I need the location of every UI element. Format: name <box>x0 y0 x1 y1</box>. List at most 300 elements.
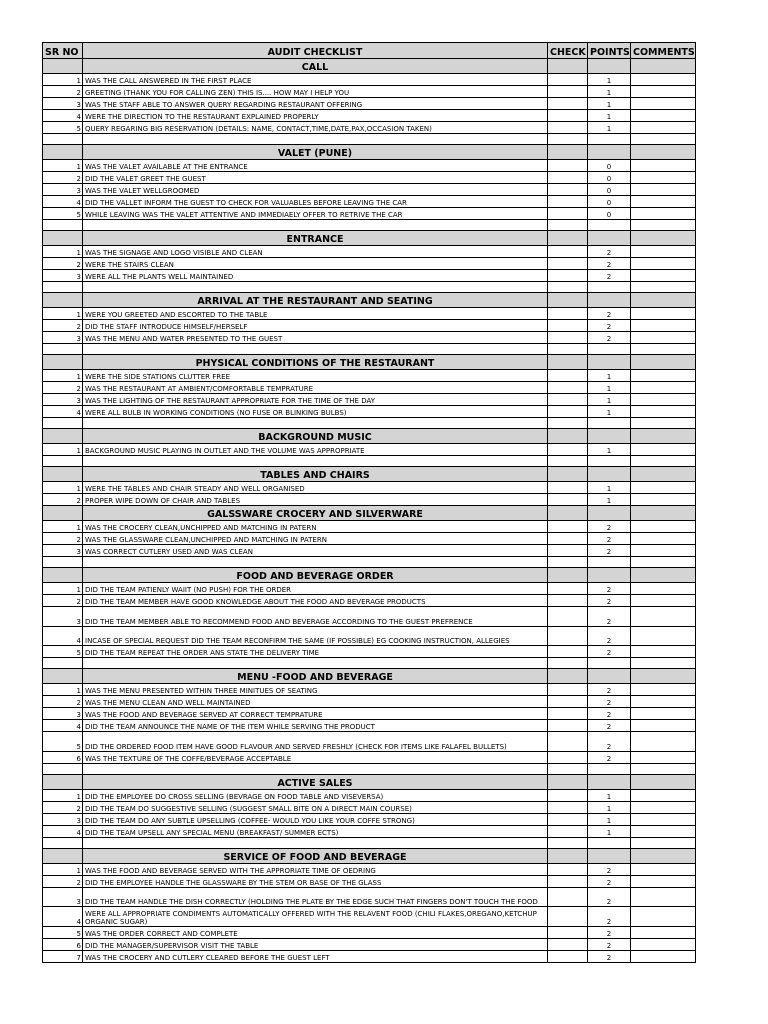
spacer-cell <box>43 418 83 429</box>
section-points-cell <box>588 568 631 583</box>
item-question: WERE THE DIRECTION TO THE RESTAURANT EXPLAINED PROPERLY <box>83 110 548 122</box>
header-sr-no: SR NO <box>43 43 83 59</box>
item-check-cell[interactable] <box>548 258 588 270</box>
item-check-cell[interactable] <box>548 494 588 506</box>
item-check-cell[interactable] <box>548 907 588 927</box>
checklist-row <box>43 789 696 801</box>
item-comments-cell[interactable] <box>631 370 696 382</box>
spacer-cell <box>588 282 631 293</box>
item-comments-cell[interactable] <box>631 110 696 122</box>
item-comments-cell[interactable] <box>631 545 696 557</box>
section-header-row <box>43 429 696 444</box>
header-comments: COMMENTS <box>631 43 696 59</box>
item-number: 3 <box>43 708 83 720</box>
spacer-row <box>43 456 696 467</box>
section-sr-cell <box>43 293 83 308</box>
item-comments-cell[interactable] <box>631 533 696 545</box>
item-points: 2 <box>588 950 631 962</box>
checklist-row <box>43 184 696 196</box>
item-check-cell[interactable] <box>548 320 588 332</box>
item-question: WAS THE CROCERY AND CUTLERY CLEARED BEFORE THE GUEST LEFT <box>83 950 548 962</box>
item-question: INCASE OF SPECIAL REQUEST DID THE TEAM RECONFIRM THE SAME (IF POSSIBLE) EG COOKING INSTRUCTION, ALLEGIES <box>83 626 548 646</box>
item-number: 1 <box>43 370 83 382</box>
section-sr-cell <box>43 568 83 583</box>
item-check-cell[interactable] <box>548 308 588 320</box>
item-points: 1 <box>588 789 631 801</box>
spacer-cell <box>43 763 83 774</box>
checklist-row <box>43 732 696 752</box>
item-number: 4 <box>43 626 83 646</box>
item-check-cell[interactable] <box>548 444 588 456</box>
item-points: 1 <box>588 382 631 394</box>
spacer-cell <box>631 658 696 669</box>
item-number: 3 <box>43 270 83 282</box>
item-check-cell[interactable] <box>548 545 588 557</box>
spacer-cell <box>83 658 548 669</box>
item-question: DID THE TEAM UPSELL ANY SPECIAL MENU (BREAKFAST/ SUMMER ECTS) <box>83 825 548 837</box>
section-header-row <box>43 669 696 684</box>
item-number: 1 <box>43 246 83 258</box>
item-question: WAS THE FOOD AND BEVERAGE SERVED AT CORRECT TEMPRATURE <box>83 708 548 720</box>
item-question: DID THE STAFF INTRODUCE HIMSELF/HERSELF <box>83 320 548 332</box>
item-comments-cell[interactable] <box>631 406 696 418</box>
item-number: 4 <box>43 110 83 122</box>
item-points: 0 <box>588 208 631 220</box>
section-title: BACKGROUND MUSIC <box>83 429 548 444</box>
item-points: 1 <box>588 394 631 406</box>
item-check-cell[interactable] <box>548 482 588 494</box>
item-check-cell[interactable] <box>548 86 588 98</box>
checklist-row <box>43 122 696 134</box>
item-number: 4 <box>43 907 83 927</box>
item-points: 2 <box>588 907 631 927</box>
item-points: 2 <box>588 646 631 658</box>
checklist-row <box>43 926 696 938</box>
item-comments-cell[interactable] <box>631 825 696 837</box>
spacer-row <box>43 763 696 774</box>
section-comments-cell <box>631 774 696 789</box>
item-question: DID THE VALET GREET THE GUEST <box>83 172 548 184</box>
item-check-cell[interactable] <box>548 533 588 545</box>
item-points: 2 <box>588 732 631 752</box>
section-sr-cell <box>43 429 83 444</box>
item-points: 2 <box>588 626 631 646</box>
spacer-cell <box>548 418 588 429</box>
item-check-cell[interactable] <box>548 184 588 196</box>
section-sr-cell <box>43 355 83 370</box>
item-check-cell[interactable] <box>548 696 588 708</box>
item-check-cell[interactable] <box>548 160 588 172</box>
checklist-row <box>43 938 696 950</box>
section-check-cell <box>548 355 588 370</box>
item-comments-cell[interactable] <box>631 122 696 134</box>
spacer-cell <box>631 344 696 355</box>
item-check-cell[interactable] <box>548 950 588 962</box>
section-comments-cell <box>631 59 696 74</box>
item-question: WAS THE SIGNAGE AND LOGO VISIBLE AND CLEAN <box>83 246 548 258</box>
item-comments-cell[interactable] <box>631 521 696 533</box>
spacer-cell <box>43 456 83 467</box>
item-number: 5 <box>43 122 83 134</box>
item-comments-cell[interactable] <box>631 160 696 172</box>
item-check-cell[interactable] <box>548 196 588 208</box>
item-question: WAS THE CALL ANSWERED IN THE FIRST PLACE <box>83 74 548 86</box>
item-comments-cell[interactable] <box>631 258 696 270</box>
item-number: 1 <box>43 160 83 172</box>
spacer-cell <box>548 134 588 145</box>
item-check-cell[interactable] <box>548 863 588 875</box>
item-comments-cell[interactable] <box>631 813 696 825</box>
spacer-row <box>43 344 696 355</box>
item-points: 2 <box>588 863 631 875</box>
spacer-cell <box>83 282 548 293</box>
checklist-row <box>43 595 696 607</box>
checklist-row <box>43 863 696 875</box>
checklist-row <box>43 720 696 732</box>
item-number: 1 <box>43 444 83 456</box>
section-sr-cell <box>43 59 83 74</box>
item-question: DID THE ORDERED FOOD ITEM HAVE GOOD FLAVOUR AND SERVED FRESHLY (CHECK FOR ITEMS LIKE FALAFEL BULLETS) <box>83 732 548 752</box>
item-question: WAS THE RESTAURANT AT AMBIENT/COMFORTABLE TEMPRATURE <box>83 382 548 394</box>
item-number: 2 <box>43 258 83 270</box>
item-points: 1 <box>588 801 631 813</box>
item-number: 5 <box>43 208 83 220</box>
section-header-row <box>43 293 696 308</box>
spacer-cell <box>83 134 548 145</box>
spacer-cell <box>43 282 83 293</box>
section-title: FOOD AND BEVERAGE ORDER <box>83 568 548 583</box>
section-comments-cell <box>631 429 696 444</box>
item-check-cell[interactable] <box>548 938 588 950</box>
section-sr-cell <box>43 231 83 246</box>
item-comments-cell[interactable] <box>631 708 696 720</box>
spacer-cell <box>631 418 696 429</box>
item-question: WAS THE FOOD AND BEVERAGE SERVED WITH THE APPRORIATE TIME OF OEDRING <box>83 863 548 875</box>
spacer-row <box>43 134 696 145</box>
section-sr-cell <box>43 145 83 160</box>
item-comments-cell[interactable] <box>631 246 696 258</box>
spacer-cell <box>588 456 631 467</box>
spacer-cell <box>83 763 548 774</box>
item-points: 2 <box>588 246 631 258</box>
section-check-cell <box>548 774 588 789</box>
item-comments-cell[interactable] <box>631 444 696 456</box>
item-number: 6 <box>43 938 83 950</box>
item-question: BACKGROUND MUSIC PLAYING IN OUTLET AND THE VOLUME WAS APPROPRIATE <box>83 444 548 456</box>
item-comments-cell[interactable] <box>631 646 696 658</box>
spacer-cell <box>588 418 631 429</box>
section-check-cell <box>548 568 588 583</box>
spacer-cell <box>43 837 83 848</box>
item-points: 2 <box>588 258 631 270</box>
audit-checklist-sheet <box>42 42 695 963</box>
section-header-row <box>43 774 696 789</box>
item-check-cell[interactable] <box>548 332 588 344</box>
item-question: DID THE TEAM PATIENLY WAIIT (NO PUSH) FOR THE ORDER <box>83 583 548 595</box>
section-title: SERVICE OF FOOD AND BEVERAGE <box>83 848 548 863</box>
item-check-cell[interactable] <box>548 825 588 837</box>
item-question: WAS CORRECT CUTLERY USED AND WAS CLEAN <box>83 545 548 557</box>
item-check-cell[interactable] <box>548 394 588 406</box>
section-title: ACTIVE SALES <box>83 774 548 789</box>
checklist-row <box>43 646 696 658</box>
section-points-cell <box>588 506 631 521</box>
item-question: WAS THE VALET AVAILABLE AT THE ENTRANCE <box>83 160 548 172</box>
item-comments-cell[interactable] <box>631 394 696 406</box>
item-number: 2 <box>43 696 83 708</box>
item-comments-cell[interactable] <box>631 789 696 801</box>
item-comments-cell[interactable] <box>631 938 696 950</box>
item-check-cell[interactable] <box>548 751 588 763</box>
item-check-cell[interactable] <box>548 74 588 86</box>
checklist-row <box>43 406 696 418</box>
item-number: 3 <box>43 184 83 196</box>
section-points-cell <box>588 293 631 308</box>
item-question: WHILE LEAVING WAS THE VALET ATTENTIVE AND IMMEDIAELY OFFER TO RETRIVE THE CAR <box>83 208 548 220</box>
item-comments-cell[interactable] <box>631 382 696 394</box>
checklist-row <box>43 308 696 320</box>
item-check-cell[interactable] <box>548 382 588 394</box>
section-header-row <box>43 848 696 863</box>
item-question: PROPER WIPE DOWN OF CHAIR AND TABLES <box>83 494 548 506</box>
checklist-row <box>43 813 696 825</box>
checklist-row <box>43 626 696 646</box>
item-check-cell[interactable] <box>548 626 588 646</box>
item-points: 1 <box>588 98 631 110</box>
item-question: DID THE MANAGER/SUPERVISOR VISIT THE TABLE <box>83 938 548 950</box>
section-title: ENTRANCE <box>83 231 548 246</box>
item-comments-cell[interactable] <box>631 684 696 696</box>
item-check-cell[interactable] <box>548 110 588 122</box>
item-number: 4 <box>43 406 83 418</box>
item-comments-cell[interactable] <box>631 875 696 887</box>
spacer-cell <box>631 134 696 145</box>
checklist-row <box>43 825 696 837</box>
item-points: 2 <box>588 521 631 533</box>
item-check-cell[interactable] <box>548 732 588 752</box>
section-check-cell <box>548 145 588 160</box>
item-number: 1 <box>43 863 83 875</box>
item-comments-cell[interactable] <box>631 801 696 813</box>
section-comments-cell <box>631 669 696 684</box>
checklist-row <box>43 320 696 332</box>
item-check-cell[interactable] <box>548 583 588 595</box>
spacer-cell <box>43 344 83 355</box>
item-question: DID THE TEAM DO SUGGESTIVE SELLING (SUGGEST SMALL BITE ON A DIRECT MAIN COURSE) <box>83 801 548 813</box>
section-header-row <box>43 568 696 583</box>
section-points-cell <box>588 355 631 370</box>
checklist-row <box>43 246 696 258</box>
section-points-cell <box>588 429 631 444</box>
item-question: DID THE TEAM ANNOUNCE THE NAME OF THE ITEM WHILE SERVING THE PRODUCT <box>83 720 548 732</box>
item-number: 2 <box>43 86 83 98</box>
checklist-row <box>43 607 696 627</box>
item-comments-cell[interactable] <box>631 98 696 110</box>
item-question: DID THE TEAM MEMBER ABLE TO RECOMMEND FOOD AND BEVERAGE ACCORDING TO THE GUEST PREFRENCE <box>83 607 548 627</box>
item-question: WAS THE GLASSWARE CLEAN,UNCHIPPED AND MATCHING IN PATERN <box>83 533 548 545</box>
item-question: QUERY REGARING BIG RESERVATION (DETAILS: NAME, CONTACT,TIME,DATE,PAX,OCCASION TAKEN) <box>83 122 548 134</box>
item-check-cell[interactable] <box>548 521 588 533</box>
item-points: 1 <box>588 86 631 98</box>
item-comments-cell[interactable] <box>631 626 696 646</box>
item-points: 2 <box>588 751 631 763</box>
item-number: 4 <box>43 825 83 837</box>
item-question: WERE THE TABLES AND CHAIR STEADY AND WELL ORGANISED <box>83 482 548 494</box>
item-points: 2 <box>588 308 631 320</box>
spacer-cell <box>588 557 631 568</box>
item-comments-cell[interactable] <box>631 732 696 752</box>
item-comments-cell[interactable] <box>631 907 696 927</box>
spacer-cell <box>83 456 548 467</box>
item-check-cell[interactable] <box>548 607 588 627</box>
spacer-row <box>43 220 696 231</box>
item-points: 0 <box>588 184 631 196</box>
section-points-cell <box>588 774 631 789</box>
item-check-cell[interactable] <box>548 708 588 720</box>
section-comments-cell <box>631 355 696 370</box>
item-question: WAS THE MENU PRESENTED WITHIN THREE MINITUES OF SEATING <box>83 684 548 696</box>
item-comments-cell[interactable] <box>631 720 696 732</box>
item-comments-cell[interactable] <box>631 950 696 962</box>
item-number: 3 <box>43 545 83 557</box>
section-check-cell <box>548 429 588 444</box>
spacer-cell <box>548 557 588 568</box>
item-check-cell[interactable] <box>548 646 588 658</box>
audit-checklist-table <box>42 42 696 963</box>
checklist-row <box>43 110 696 122</box>
item-comments-cell[interactable] <box>631 270 696 282</box>
item-comments-cell[interactable] <box>631 74 696 86</box>
item-points: 2 <box>588 696 631 708</box>
item-comments-cell[interactable] <box>631 184 696 196</box>
section-check-cell <box>548 506 588 521</box>
section-title: MENU -FOOD AND BEVERAGE <box>83 669 548 684</box>
section-comments-cell <box>631 568 696 583</box>
item-comments-cell[interactable] <box>631 320 696 332</box>
item-check-cell[interactable] <box>548 720 588 732</box>
item-comments-cell[interactable] <box>631 86 696 98</box>
section-sr-cell <box>43 467 83 482</box>
item-number: 6 <box>43 751 83 763</box>
item-comments-cell[interactable] <box>631 494 696 506</box>
item-comments-cell[interactable] <box>631 696 696 708</box>
section-title: TABLES AND CHAIRS <box>83 467 548 482</box>
item-check-cell[interactable] <box>548 801 588 813</box>
item-number: 2 <box>43 875 83 887</box>
item-points: 2 <box>588 332 631 344</box>
spacer-cell <box>548 344 588 355</box>
spacer-cell <box>83 837 548 848</box>
item-check-cell[interactable] <box>548 208 588 220</box>
item-comments-cell[interactable] <box>631 196 696 208</box>
item-number: 7 <box>43 950 83 962</box>
item-points: 2 <box>588 595 631 607</box>
item-points: 0 <box>588 196 631 208</box>
item-check-cell[interactable] <box>548 887 588 907</box>
spacer-cell <box>631 763 696 774</box>
item-check-cell[interactable] <box>548 270 588 282</box>
section-check-cell <box>548 59 588 74</box>
item-number: 1 <box>43 74 83 86</box>
section-header-row <box>43 467 696 482</box>
item-check-cell[interactable] <box>548 813 588 825</box>
section-header-row <box>43 59 696 74</box>
item-points: 2 <box>588 320 631 332</box>
item-check-cell[interactable] <box>548 172 588 184</box>
item-check-cell[interactable] <box>548 122 588 134</box>
item-check-cell[interactable] <box>548 370 588 382</box>
item-check-cell[interactable] <box>548 595 588 607</box>
item-number: 3 <box>43 813 83 825</box>
item-check-cell[interactable] <box>548 98 588 110</box>
section-title: VALET (PUNE) <box>83 145 548 160</box>
item-points: 1 <box>588 406 631 418</box>
section-sr-cell <box>43 506 83 521</box>
checklist-row <box>43 494 696 506</box>
item-comments-cell[interactable] <box>631 583 696 595</box>
item-check-cell[interactable] <box>548 246 588 258</box>
item-question: WAS THE MENU CLEAN AND WELL MAINTAINED <box>83 696 548 708</box>
item-points: 1 <box>588 122 631 134</box>
spacer-cell <box>548 763 588 774</box>
item-check-cell[interactable] <box>548 684 588 696</box>
item-check-cell[interactable] <box>548 875 588 887</box>
item-comments-cell[interactable] <box>631 482 696 494</box>
item-points: 1 <box>588 370 631 382</box>
spacer-cell <box>43 134 83 145</box>
spacer-cell <box>83 220 548 231</box>
item-question: WAS THE VALET WELLGROOMED <box>83 184 548 196</box>
item-points: 2 <box>588 607 631 627</box>
section-sr-cell <box>43 848 83 863</box>
item-check-cell[interactable] <box>548 406 588 418</box>
section-sr-cell <box>43 774 83 789</box>
item-comments-cell[interactable] <box>631 308 696 320</box>
item-comments-cell[interactable] <box>631 751 696 763</box>
checklist-row <box>43 98 696 110</box>
header-audit-checklist: AUDIT CHECKLIST <box>83 43 548 59</box>
section-header-row <box>43 355 696 370</box>
item-number: 5 <box>43 646 83 658</box>
item-comments-cell[interactable] <box>631 172 696 184</box>
section-comments-cell <box>631 467 696 482</box>
spacer-cell <box>588 658 631 669</box>
spacer-cell <box>631 456 696 467</box>
checklist-row <box>43 545 696 557</box>
item-check-cell[interactable] <box>548 789 588 801</box>
item-comments-cell[interactable] <box>631 607 696 627</box>
section-points-cell <box>588 669 631 684</box>
item-question: WAS THE ORDER CORRECT AND COMPLETE <box>83 926 548 938</box>
item-comments-cell[interactable] <box>631 208 696 220</box>
item-comments-cell[interactable] <box>631 926 696 938</box>
checklist-row <box>43 394 696 406</box>
item-comments-cell[interactable] <box>631 332 696 344</box>
item-number: 2 <box>43 801 83 813</box>
item-comments-cell[interactable] <box>631 863 696 875</box>
checklist-row <box>43 444 696 456</box>
header-check: CHECK <box>548 43 588 59</box>
item-number: 2 <box>43 382 83 394</box>
item-number: 1 <box>43 789 83 801</box>
item-comments-cell[interactable] <box>631 595 696 607</box>
checklist-row <box>43 696 696 708</box>
item-question: WERE ALL BULB IN WORKING CONDITIONS (NO FUSE OR BLINKING BULBS) <box>83 406 548 418</box>
item-comments-cell[interactable] <box>631 887 696 907</box>
item-check-cell[interactable] <box>548 926 588 938</box>
item-number: 1 <box>43 308 83 320</box>
section-comments-cell <box>631 506 696 521</box>
